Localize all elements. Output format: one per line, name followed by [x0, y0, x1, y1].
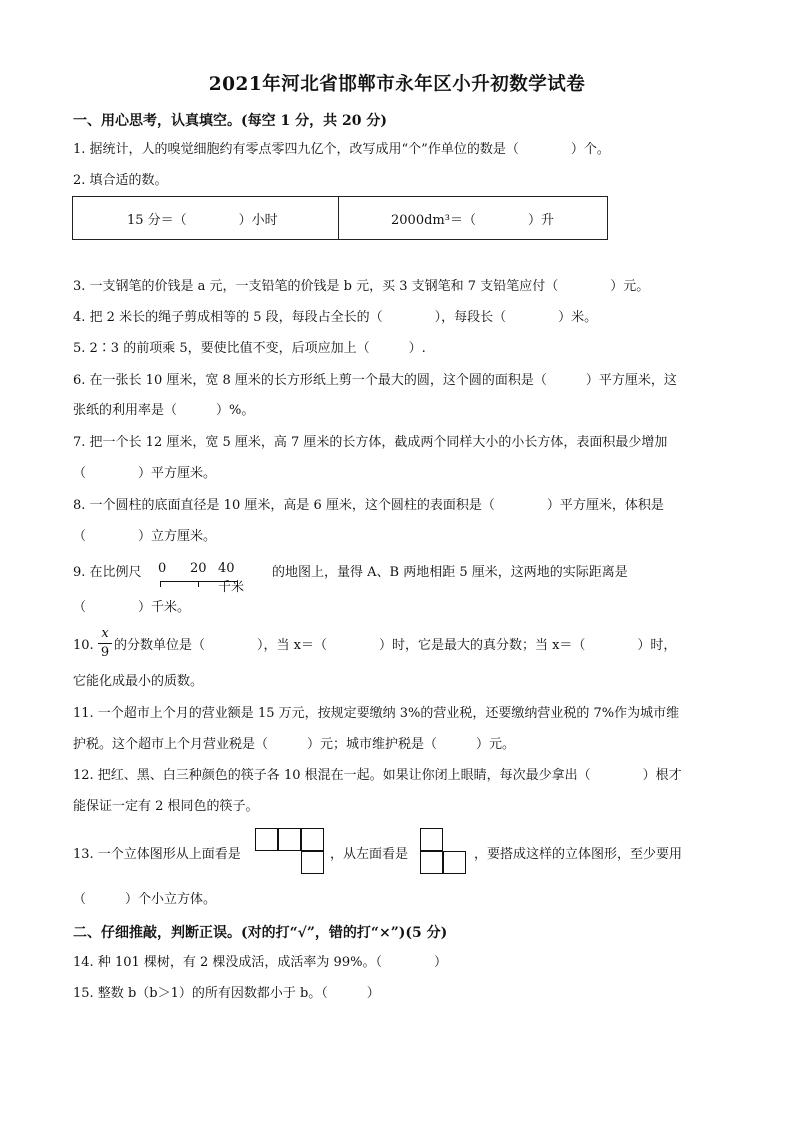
scale-label: 40千米: [218, 561, 245, 595]
conversion-table: [72, 196, 608, 240]
grid-square: [278, 828, 301, 851]
map-scale-ruler: [158, 561, 244, 593]
fraction-bar: [98, 643, 112, 644]
grid-square: [420, 828, 443, 851]
question-6-line-1: 6. 在一张长 10 厘米，宽 8 厘米的长方形纸上剪一个最大的圆，这个圆的面积是（ ）平方厘米，这: [73, 373, 677, 388]
question-15: 15. 整数 b（b＞1）的所有因数都小于 b。（ ）: [73, 986, 380, 1001]
question-14: 14. 种 101 棵树，有 2 棵没成活，成活率为 99%。（ ）: [73, 955, 447, 970]
section-heading-fill-in: 一、用心思考，认真填空。(每空 1 分，共 20 分): [73, 113, 387, 129]
question-10-suffix: 的分数单位是（ ），当 x＝（ ）时，它是最大的真分数；当 x＝（ ）时，: [114, 638, 677, 653]
scale-tick: [237, 581, 238, 587]
scale-label: 0: [158, 561, 167, 576]
question-7-line-2: （ ）平方厘米。: [73, 466, 217, 481]
question-13-mid: ，从左面看是: [330, 847, 409, 862]
fraction-x-over-9: [98, 627, 112, 660]
question-12-line-1: 12. 把红、黑、白三种颜色的筷子各 10 根混在一起。如果让你闭上眼睛，每次最少拿出（ ）根才: [73, 768, 682, 783]
top-view-figure: [255, 828, 327, 876]
section-heading-true-false: 二、仔细推敲，判断正误。(对的打“√”，错的打“×”)(5 分): [73, 925, 448, 941]
table-cell: 2000dm³＝（ ）升: [391, 212, 554, 228]
scale-tick: [198, 581, 199, 587]
question-9-prefix: 9. 在比例尺: [73, 565, 142, 580]
fraction-numerator: x: [101, 626, 109, 641]
question-13-prefix: 13. 一个立体图形从上面看是: [73, 847, 241, 862]
question-12-line-2: 能保证一定有 2 根同色的筷子。: [73, 799, 259, 814]
fraction-denominator: 9: [100, 645, 110, 660]
question-9-line-2: （ ）千米。: [73, 600, 191, 615]
question-13-line-2: （ ）个小立方体。: [73, 892, 217, 907]
question-8-line-2: （ ）立方厘米。: [73, 529, 217, 544]
question-10-line-2: 它能化成最小的质数。: [73, 674, 204, 689]
scale-label: 20: [190, 561, 207, 576]
question-11-line-2: 护税。这个超市上个月营业税是（ ）元；城市维护税是（ ）元。: [73, 737, 516, 752]
question-13-suffix: ，要搭成这样的立体图形，至少要用: [474, 847, 683, 862]
question-6-line-2: 张纸的利用率是（ ）%。: [73, 403, 255, 418]
left-view-figure: [420, 828, 470, 876]
question-1: 1. 据统计，人的嗅觉细胞约有零点零四九亿个，改写成用“个”作单位的数是（ ）个。: [73, 142, 610, 157]
question-9-suffix: 的地图上，量得 A、B 两地相距 5 厘米，这两地的实际距离是: [272, 565, 628, 580]
question-7-line-1: 7. 把一个长 12 厘米，宽 5 厘米，高 7 厘米的长方体，截成两个同样大小的小长方体，表面积最少增加: [73, 435, 668, 450]
grid-square: [301, 851, 324, 874]
table-cell: 15 分＝（ ）小时: [73, 197, 339, 239]
question-5: 5. 2∶3 的前项乘 5，要使比值不变，后项应加上（ ）.: [73, 341, 426, 356]
scale-line: [160, 581, 238, 582]
question-8-line-1: 8. 一个圆柱的底面直径是 10 厘米，高是 6 厘米，这个圆柱的表面积是（ ）平方厘米，体积是: [73, 498, 664, 513]
question-10-prefix: 10.: [73, 638, 94, 653]
scale-tick: [160, 581, 161, 587]
question-3: 3. 一支钢笔的价钱是 a 元，一支铅笔的价钱是 b 元，买 3 支钢笔和 7 支铅笔应付（ ）元。: [73, 279, 650, 294]
question-2: 2. 填合适的数。: [73, 173, 168, 188]
grid-square: [443, 851, 466, 874]
grid-square: [420, 851, 443, 874]
grid-square: [301, 828, 324, 851]
grid-square: [255, 828, 278, 851]
page-title: 2021年河北省邯郸市永年区小升初数学试卷: [208, 74, 586, 95]
question-4: 4. 把 2 米长的绳子剪成相等的 5 段，每段占全长的（ ），每段长（ ）米。: [73, 310, 598, 325]
question-11-line-1: 11. 一个超市上个月的营业额是 15 万元，按规定要缴纳 3%的营业税，还要缴纳营业税的 7%作为城市维: [73, 706, 680, 721]
